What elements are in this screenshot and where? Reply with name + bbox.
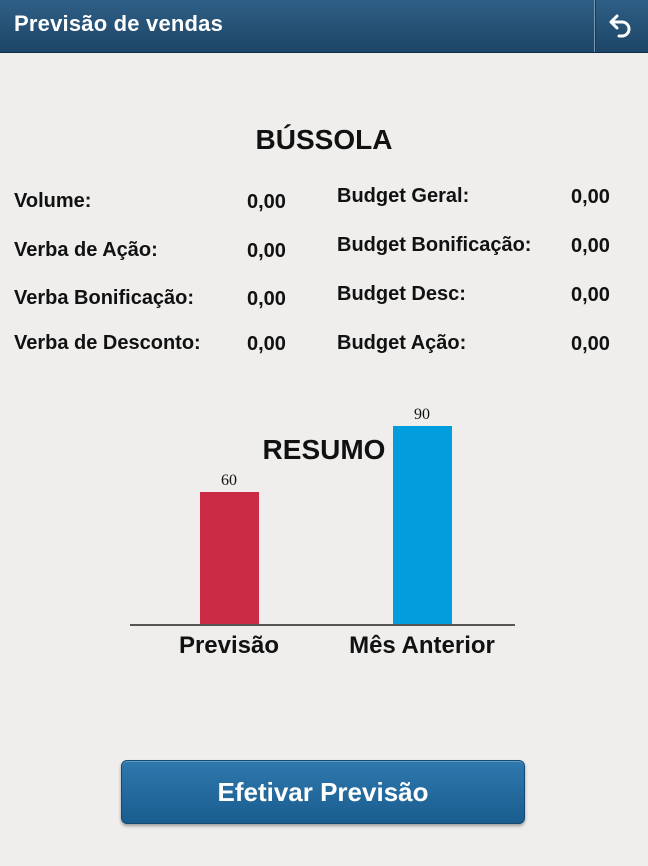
resumo-title: RESUMO [262,434,386,465]
bar-value-label-previsao: 60 [221,472,237,489]
budget-desc-label: Budget Desc: [337,283,466,305]
bussola-title: BÚSSOLA [255,124,393,155]
budget-bonificacao-value: 0,00 [571,235,610,257]
budget-geral-value: 0,00 [571,186,610,208]
verba-desconto-label: Verba de Desconto: [14,332,201,354]
top-bar [0,0,648,53]
verba-acao-value: 0,00 [247,240,286,262]
back-button[interactable] [594,0,648,52]
category-label-previsao: Previsão [178,632,280,659]
budget-geral-label: Budget Geral: [337,185,470,207]
bar-value-label-mes-anterior: 90 [414,406,430,423]
verba-bonificacao-label: Verba Bonificação: [14,287,195,309]
budget-bonificacao-label: Budget Bonificação: [337,234,532,256]
page-title: Previsão de vendas [14,11,224,36]
undo-arrow-icon [609,12,635,40]
category-label-mes-anterior: Mês Anterior [349,632,495,659]
verba-acao-label: Verba de Ação: [14,239,158,261]
efetivar-previsao-button[interactable]: Efetivar Previsão [121,760,525,824]
volume-value: 0,00 [247,191,286,213]
bar-previsao [200,492,259,624]
budget-acao-label: Budget Ação: [337,332,467,354]
chart-axis-line [130,624,515,626]
budget-acao-value: 0,00 [571,333,610,355]
volume-label: Volume: [14,190,92,212]
bar-mes-anterior [393,426,452,624]
verba-desconto-value: 0,00 [247,333,286,355]
verba-bonificacao-value: 0,00 [247,288,286,310]
budget-desc-value: 0,00 [571,284,610,306]
